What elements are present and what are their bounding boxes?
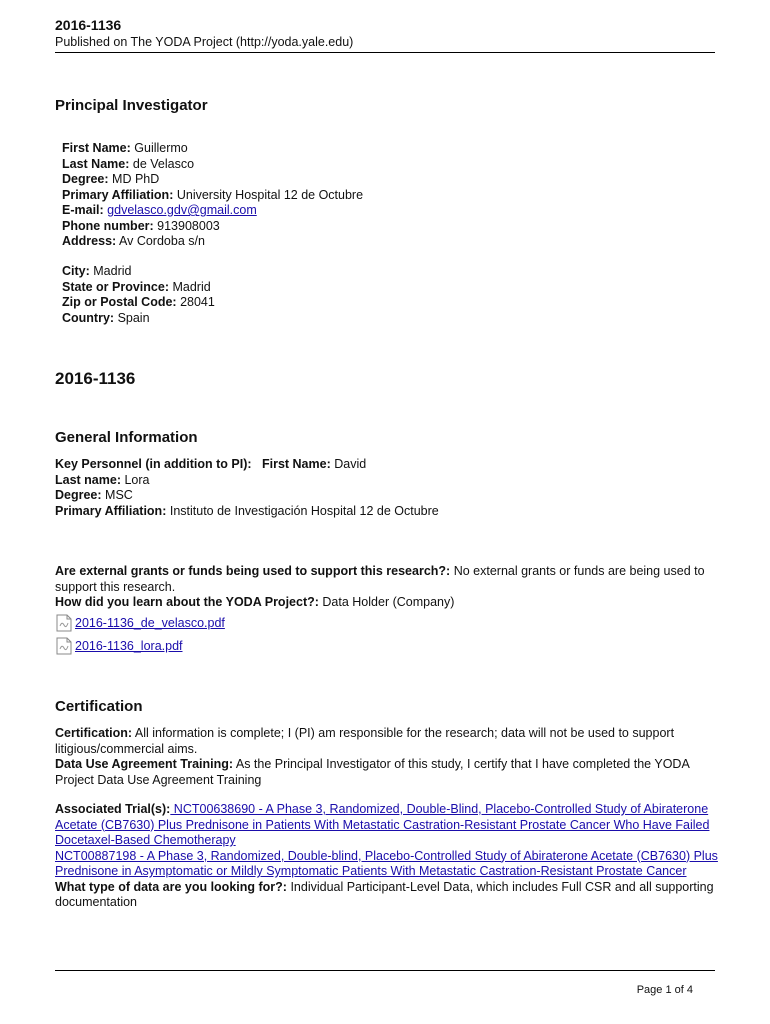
general-info-heading: General Information xyxy=(55,429,198,446)
field-label: Degree: xyxy=(62,172,109,186)
pi-last-name-row xyxy=(62,157,363,173)
pi-email-row xyxy=(62,203,363,219)
field-label: Zip or Postal Code: xyxy=(62,295,177,309)
field-label: Phone number: xyxy=(62,218,154,233)
field-label: Last Name: xyxy=(62,156,130,171)
attachments xyxy=(55,613,225,656)
field-label: Primary Affiliation: xyxy=(62,187,174,202)
pdf-file-icon xyxy=(55,637,73,655)
trial-2-row xyxy=(55,849,720,880)
pi-fields xyxy=(62,141,363,326)
pi-email-link[interactable]: gdvelasco.gdv@gmail.com xyxy=(107,203,257,217)
learn-answer: Data Holder (Company) xyxy=(322,595,455,609)
project-title: 2016-1136 xyxy=(55,369,136,388)
kp-affiliation-row xyxy=(55,504,720,520)
field-label: Key Personnel (in addition to PI): xyxy=(55,457,252,471)
pi-address: Av Cordoba s/n xyxy=(118,234,205,248)
page-number: Page 1 of 4 xyxy=(636,984,693,996)
field-label: Data Use Agreement Training: xyxy=(55,757,234,771)
data-type-row xyxy=(55,880,720,911)
kp-degree: MSC xyxy=(105,488,133,502)
grants-question xyxy=(55,564,720,595)
kp-last-row xyxy=(55,473,720,489)
kp-first-name: David xyxy=(334,457,367,471)
pi-first-name-row xyxy=(62,141,363,157)
certification-value: All information is complete; I (PI) am responsible for the research; data will not be used to support litigious/commercial aims. xyxy=(55,726,675,756)
pi-last-name: de Velasco xyxy=(132,156,195,171)
pi-phone-row xyxy=(62,219,363,235)
trial-link-nct00638690[interactable]: NCT00638690 - A Phase 3, Randomized, Double-Blind, Placebo-Controlled Study of Abiraterone Acetate (CB7630) Plus Prednisone in Patients With Metastatic Castration-Resistant Prostate Cancer Who Have Failed Docetaxel-Based Chemotherapy xyxy=(55,802,710,847)
kp-first-row xyxy=(55,457,720,473)
pi-zip: 28041 xyxy=(180,295,215,309)
field-label: How did you learn about the YODA Project?: xyxy=(55,595,319,609)
field-label: First Name: xyxy=(261,457,331,471)
field-label: State or Province: xyxy=(62,279,169,294)
header-divider xyxy=(55,52,715,53)
published-line: Published on The YODA Project (http://yoda.yale.edu) xyxy=(55,35,354,49)
field-label: E-mail: xyxy=(62,203,104,217)
trial-link-nct00887198[interactable]: NCT00887198 - A Phase 3, Randomized, Double-blind, Placebo-Controlled Study of Abiraterone Acetate (CB7630) Plus Prednisone in Asymptomatic or Mildly Symptomatic Patients With Metastatic Castration-Resistant Prostate Cancer xyxy=(55,848,718,878)
kp-degree-row xyxy=(55,488,720,504)
pi-state-row xyxy=(62,280,363,296)
pi-heading: Principal Investigator xyxy=(55,97,208,114)
footer-divider xyxy=(55,970,715,971)
key-personnel xyxy=(55,457,720,519)
field-label: Primary Affiliation: xyxy=(55,503,167,518)
pi-first-name: Guillermo xyxy=(134,141,188,155)
pi-city-row xyxy=(62,264,363,280)
field-label: City: xyxy=(62,264,90,278)
pi-country-row xyxy=(62,311,363,327)
kp-last-name: Lora xyxy=(124,472,150,487)
document-id: 2016-1136 xyxy=(55,17,122,33)
pi-country: Spain xyxy=(117,310,150,325)
kp-affiliation: Instituto de Investigación Hospital 12 de Octubre xyxy=(169,503,439,518)
pi-affiliation-row xyxy=(62,188,363,204)
field-label: Last name: xyxy=(55,472,121,487)
dua-value: As the Principal Investigator of this study, I certify that I have completed the YODA Project Data Use Agreement Training xyxy=(55,757,690,787)
dua-training xyxy=(55,757,720,788)
attachment-row xyxy=(55,613,225,633)
field-label: First Name: xyxy=(62,141,131,155)
certification-statement xyxy=(55,726,720,757)
grants-answer: No external grants or funds are being used to support this research. xyxy=(55,564,705,594)
pi-zip-row xyxy=(62,295,363,311)
attachment-link-de-velasco[interactable]: 2016-1136_de_velasco.pdf xyxy=(75,616,225,630)
field-label: Country: xyxy=(62,310,115,325)
trial-1-row xyxy=(55,802,720,849)
pi-phone: 913908003 xyxy=(157,218,220,233)
field-label: Associated Trial(s): xyxy=(55,802,171,816)
attachment-link-lora[interactable]: 2016-1136_lora.pdf xyxy=(75,639,183,653)
field-label: Certification: xyxy=(55,726,133,740)
data-type-value: Individual Participant-Level Data, which includes Full CSR and all supporting documentation xyxy=(55,879,714,909)
associated-trials xyxy=(55,802,720,911)
field-label: Degree: xyxy=(55,488,102,502)
certification-heading: Certification xyxy=(55,698,143,715)
learn-question xyxy=(55,595,720,611)
field-label: What type of data are you looking for?: xyxy=(55,879,287,894)
pi-address-row xyxy=(62,234,363,250)
field-label: Are external grants or funds being used to support this research?: xyxy=(55,564,451,578)
pi-degree: MD PhD xyxy=(112,172,160,186)
pi-degree-row xyxy=(62,172,363,188)
pi-city: Madrid xyxy=(93,264,132,278)
field-label: Address: xyxy=(62,234,117,248)
pdf-file-icon xyxy=(55,614,73,632)
attachment-row xyxy=(55,636,225,656)
pi-state: Madrid xyxy=(172,279,211,294)
pi-affiliation: University Hospital 12 de Octubre xyxy=(176,187,364,202)
